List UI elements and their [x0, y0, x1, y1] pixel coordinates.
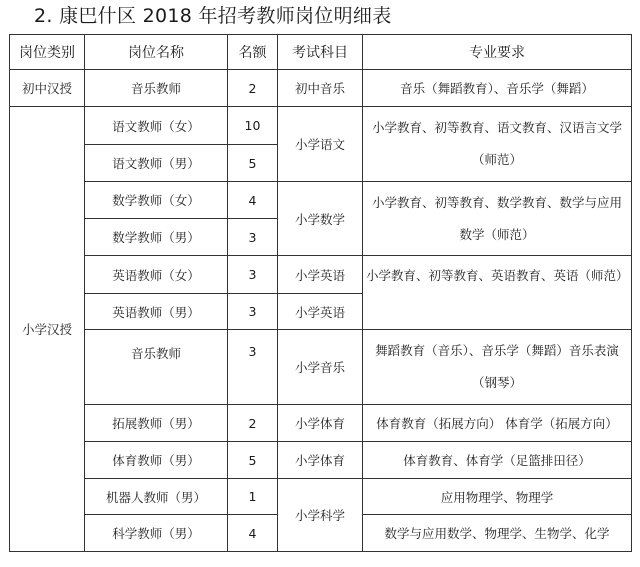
quota-cell: 3	[228, 294, 278, 330]
requirement-cell: 小学教育、初等教育、数学教育、数学与应用数学（师范）	[363, 182, 632, 256]
quota-cell: 4	[228, 515, 278, 552]
requirement-cell: 数学与应用数学、物理学、生物学、化学	[363, 515, 632, 552]
quota-cell: 2	[228, 405, 278, 442]
table-row	[10, 107, 632, 145]
subject-cell: 小学英语	[278, 294, 363, 330]
quota-cell: 3	[228, 256, 278, 294]
header-requirement: 专业要求	[363, 35, 632, 70]
requirement-cell: 体育教育（拓展方向） 体育学（拓展方向）	[363, 405, 632, 442]
table-row	[10, 256, 632, 294]
position-cell: 数学教师（男）	[85, 219, 228, 256]
requirement-cell: 小学教育、初等教育、语文教育、汉语言文学（师范）	[363, 107, 632, 182]
position-cell: 英语教师（女）	[85, 256, 228, 294]
table-row	[10, 479, 632, 515]
category-cell: 小学汉授	[10, 107, 85, 552]
position-cell: 语文教师（男）	[85, 145, 228, 182]
subject-cell: 小学体育	[278, 405, 363, 442]
page-title: 2. 康巴什区 2018 年招考教师岗位明细表	[34, 5, 392, 27]
position-cell: 体育教师（男）	[85, 442, 228, 479]
table-row	[10, 330, 632, 405]
quota-cell: 5	[228, 442, 278, 479]
position-cell: 机器人教师（男）	[85, 479, 228, 515]
header-subject: 考试科目	[278, 35, 363, 70]
subject-cell: 小学英语	[278, 256, 363, 294]
subject-cell: 小学体育	[278, 442, 363, 479]
table-row	[10, 442, 632, 479]
quota-cell: 3	[228, 330, 278, 405]
quota-cell: 5	[228, 145, 278, 182]
table-row	[10, 70, 632, 107]
position-cell: 科学教师（男）	[85, 515, 228, 552]
header-quota: 名额	[228, 35, 278, 70]
table-row	[10, 182, 632, 219]
table-row	[10, 405, 632, 442]
requirement-cell: 舞蹈教育（音乐）、音乐学（舞蹈）音乐表演（钢琴）	[363, 330, 632, 405]
requirement-cell: 音乐（舞蹈教育）、音乐学（舞蹈）	[363, 70, 632, 107]
position-cell: 英语教师（男）	[85, 294, 228, 330]
header-row	[10, 35, 632, 70]
position-cell: 数学教师（女）	[85, 182, 228, 219]
position-cell: 语文教师（女）	[85, 107, 228, 145]
requirement-cell: 体育教育、体育学（足篮排田径）	[363, 442, 632, 479]
quota-cell: 4	[228, 182, 278, 219]
header-position: 岗位名称	[85, 35, 228, 70]
position-cell: 拓展教师（男）	[85, 405, 228, 442]
category-cell: 初中汉授	[10, 70, 85, 107]
requirement-cell: 应用物理学、物理学	[363, 479, 632, 515]
requirement-cell: 小学教育、初等教育、英语教育、英语（师范）	[363, 256, 632, 330]
quota-cell: 10	[228, 107, 278, 145]
quota-cell: 3	[228, 219, 278, 256]
positions-table	[9, 34, 632, 552]
position-cell: 音乐教师	[85, 330, 228, 405]
subject-cell: 初中音乐	[278, 70, 363, 107]
header-category: 岗位类别	[10, 35, 85, 70]
quota-cell: 1	[228, 479, 278, 515]
subject-cell: 小学数学	[278, 182, 363, 256]
subject-cell: 小学语文	[278, 107, 363, 182]
subject-cell: 小学科学	[278, 479, 363, 552]
subject-cell: 小学音乐	[278, 330, 363, 405]
quota-cell: 2	[228, 70, 278, 107]
position-cell: 音乐教师	[85, 70, 228, 107]
